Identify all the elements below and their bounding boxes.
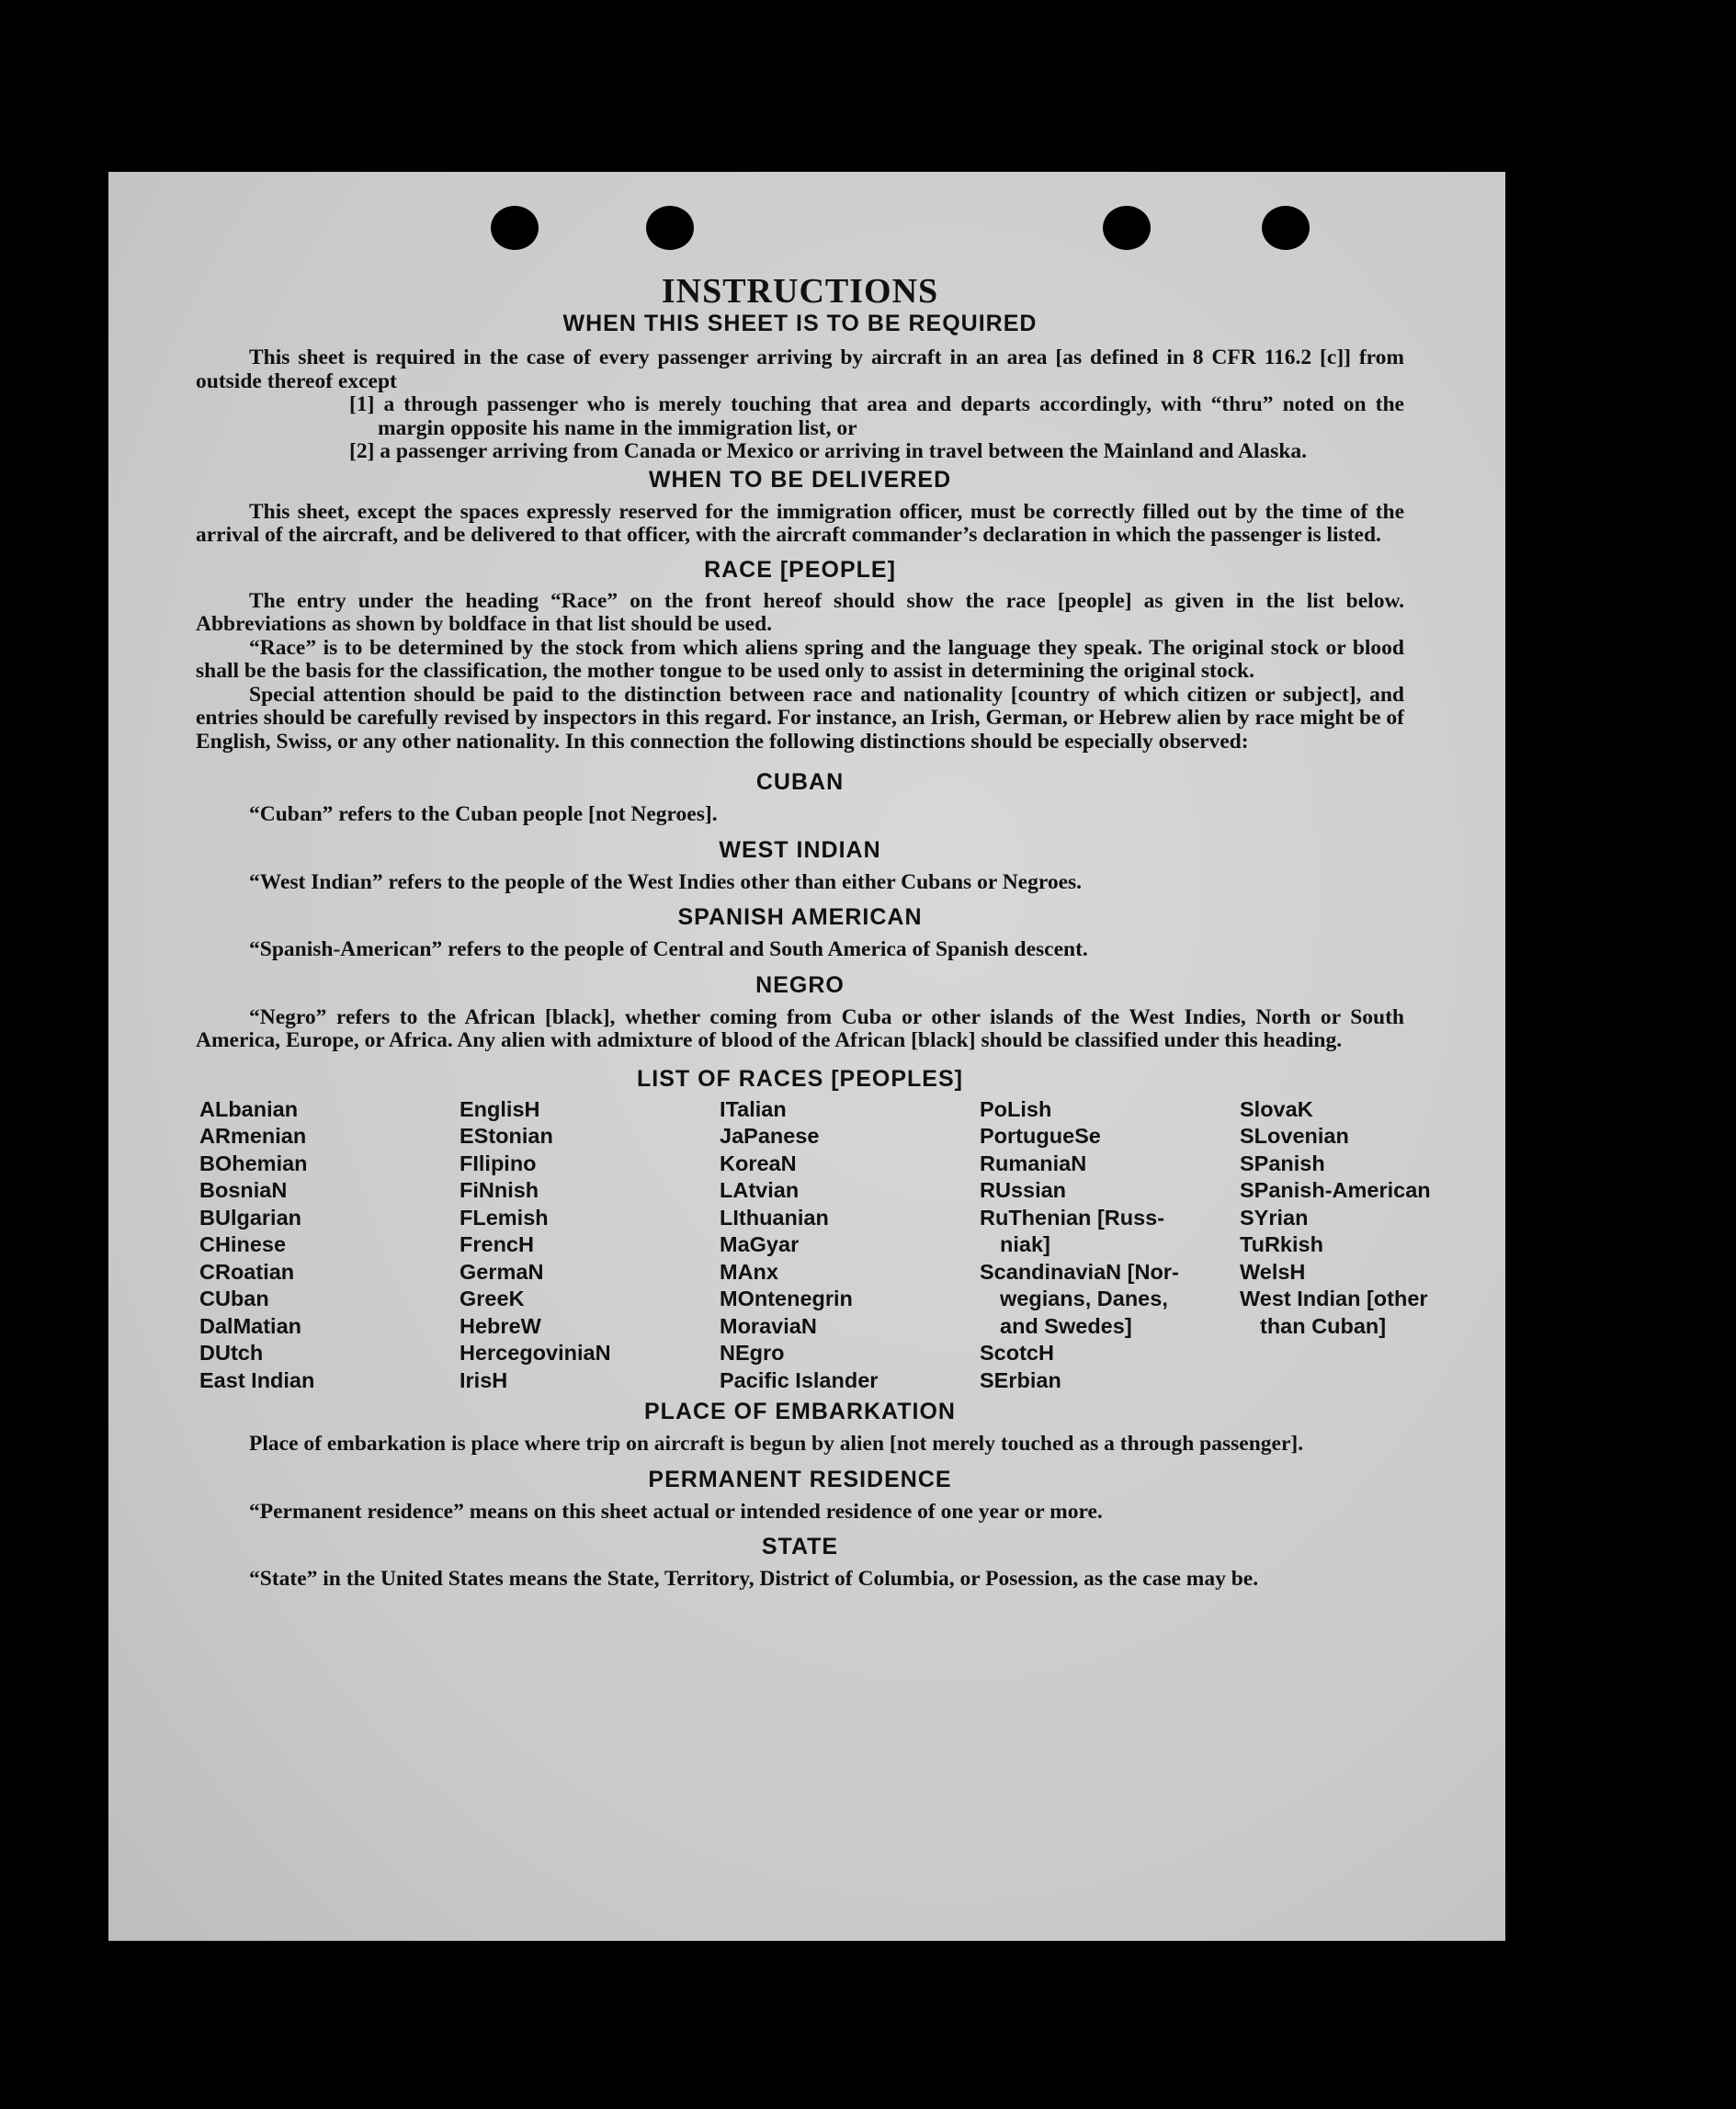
race-column-3 bbox=[720, 1096, 980, 1395]
race-item: TuRkish bbox=[1240, 1232, 1323, 1256]
spanish-american-text: “Spanish-American” refers to the people of Central and South America of Spanish descent. bbox=[249, 937, 1088, 961]
race-list bbox=[196, 1096, 1431, 1395]
heading-when-delivered: WHEN TO BE DELIVERED bbox=[648, 466, 952, 493]
heading-list-of-races: LIST OF RACES [PEOPLES] bbox=[637, 1065, 963, 1092]
race-item: SYrian bbox=[1240, 1205, 1309, 1230]
instruction-sheet bbox=[108, 172, 1505, 1941]
race-item: ScandinaviaN [Nor- bbox=[980, 1259, 1179, 1284]
race-item: RUssian bbox=[980, 1178, 1067, 1202]
heading-when-required: WHEN THIS SHEET IS TO BE REQUIRED bbox=[562, 311, 1038, 336]
race-column-2 bbox=[460, 1096, 720, 1395]
race-paragraph-3: Special attention should be paid to the distinction between race and nationality [country of which citizen or subject], and entries should be carefully revised by inspectors in this regard. For instance, an Irish, German, or Hebrew alien by race might be of English, Swiss, or any other nationality. In this connection the following distinctions should be especially observed: bbox=[196, 682, 1404, 754]
race-item: EStonian bbox=[460, 1124, 553, 1148]
race-item: JaPanese bbox=[720, 1124, 820, 1148]
race-item: SPanish-American bbox=[1240, 1178, 1431, 1202]
race-item: BosniaN bbox=[199, 1178, 288, 1202]
negro-text: “Negro” refers to the African [black], whether coming from Cuba or other islands of the West Indies, North or South America, Europe, or Africa. Any alien with admixture of blood of the African [black] should be classified under this heading. bbox=[196, 1004, 1404, 1052]
race-item: DUtch bbox=[199, 1341, 264, 1365]
race-item: LAtvian bbox=[720, 1178, 800, 1202]
race-column-1 bbox=[199, 1096, 460, 1395]
punch-hole bbox=[1103, 206, 1151, 250]
race-item: FLemish bbox=[460, 1205, 549, 1230]
race-item: GreeK bbox=[460, 1287, 525, 1310]
when-required-item-2: [2] a passenger arriving from Canada or Mexico or arriving in travel between the Mainland and Alaska. bbox=[349, 439, 1308, 463]
race-item: SPanish bbox=[1240, 1151, 1325, 1175]
race-item: PortugueSe bbox=[980, 1124, 1101, 1148]
punch-hole bbox=[491, 206, 539, 250]
race-item: CRoatian bbox=[199, 1259, 295, 1284]
race-paragraph-1: The entry under the heading “Race” on the front hereof should show the race [people] as given in the list below. Abbreviations as shown by boldface in that list should be used. bbox=[196, 588, 1404, 636]
race-item: niak] bbox=[1000, 1232, 1050, 1256]
race-item: HebreW bbox=[460, 1313, 541, 1338]
race-item: HercegoviniaN bbox=[460, 1341, 611, 1365]
race-item: and Swedes] bbox=[1000, 1313, 1132, 1338]
west-indian-text: “West Indian” refers to the people of the West Indies other than either Cubans or Negroes. bbox=[249, 869, 1083, 894]
race-item: LIthuanian bbox=[720, 1205, 829, 1230]
race-item: KoreaN bbox=[720, 1151, 797, 1175]
race-item: wegians, Danes, bbox=[1000, 1287, 1168, 1310]
when-delivered-text: This sheet, except the spaces expressly reserved for the immigration officer, must be correctly filled out by the time of the arrival of the aircraft, and be delivered to that officer, with the aircraft commander’s declaration in which the passenger is listed. bbox=[196, 499, 1404, 547]
state-text: “State” in the United States means the State, Territory, District of Columbia, or Posession, as the case may be. bbox=[249, 1567, 1259, 1591]
race-paragraph-2: “Race” is to be determined by the stock from which aliens spring and the language they speak. The original stock or blood shall be the basis for the classification, the mother tongue to be used only to assist in determining the original stock. bbox=[196, 635, 1404, 683]
heading-race: RACE [PEOPLE] bbox=[704, 556, 896, 583]
heading-permanent-residence: PERMANENT RESIDENCE bbox=[648, 1466, 952, 1492]
residence-text: “Permanent residence” means on this sheet actual or intended residence of one year or more. bbox=[249, 1499, 1103, 1524]
race-item: CHinese bbox=[199, 1232, 287, 1256]
heading-place-of-embarkation: PLACE OF EMBARKATION bbox=[644, 1399, 956, 1424]
race-item: DalMatian bbox=[199, 1313, 301, 1338]
heading-cuban: CUBAN bbox=[755, 769, 845, 795]
race-item: ARmenian bbox=[199, 1124, 307, 1148]
heading-west-indian: WEST INDIAN bbox=[719, 836, 881, 863]
race-item: MoraviaN bbox=[720, 1313, 817, 1338]
race-item: FiNnish bbox=[460, 1178, 539, 1202]
race-item: West Indian [other bbox=[1240, 1287, 1428, 1310]
heading-spanish-american: SPANISH AMERICAN bbox=[677, 904, 923, 930]
race-item: ITalian bbox=[720, 1096, 787, 1121]
race-item: ScotcH bbox=[980, 1341, 1054, 1365]
race-item: Pacific Islander bbox=[720, 1367, 879, 1392]
race-item: BOhemian bbox=[199, 1151, 308, 1175]
race-item: SErbian bbox=[980, 1367, 1061, 1392]
race-item: CUban bbox=[199, 1287, 269, 1310]
race-item: EnglisH bbox=[460, 1096, 540, 1121]
race-item: RumaniaN bbox=[980, 1151, 1087, 1175]
race-item: IrisH bbox=[460, 1367, 508, 1392]
race-item: WelsH bbox=[1240, 1259, 1306, 1284]
when-required-item-1: [1] a through passenger who is merely touching that area and departs accordingly, with “thru” noted on the margin opposite his name in the immigration list, or bbox=[349, 392, 1404, 440]
page-title: INSTRUCTIONS bbox=[661, 272, 939, 311]
race-column-4 bbox=[980, 1096, 1240, 1395]
race-item: PoLish bbox=[980, 1096, 1052, 1121]
race-item: SlovaK bbox=[1240, 1096, 1313, 1121]
race-item: BUlgarian bbox=[199, 1205, 301, 1230]
punch-hole bbox=[646, 206, 694, 250]
race-item: SLovenian bbox=[1240, 1124, 1349, 1148]
race-item: RuThenian [Russ- bbox=[980, 1205, 1165, 1230]
heading-state: STATE bbox=[761, 1534, 839, 1559]
race-item: than Cuban] bbox=[1260, 1313, 1387, 1338]
race-item: ALbanian bbox=[199, 1096, 299, 1121]
when-required-intro: This sheet is required in the case of every passenger arriving by aircraft in an area [as defined in 8 CFR 116.2 [c]] from outside thereof except bbox=[196, 346, 1404, 393]
race-item: GermaN bbox=[460, 1259, 544, 1284]
race-item: NEgro bbox=[720, 1341, 785, 1365]
cuban-text: “Cuban” refers to the Cuban people [not Negroes]. bbox=[249, 802, 718, 826]
embarkation-text: Place of embarkation is place where trip on aircraft is begun by alien [not merely touched as a through passenger]. bbox=[249, 1432, 1304, 1456]
race-item: MAnx bbox=[720, 1259, 778, 1284]
punch-hole bbox=[1262, 206, 1310, 250]
race-item: East Indian bbox=[199, 1367, 315, 1392]
heading-negro: NEGRO bbox=[755, 971, 845, 998]
race-item: MaGyar bbox=[720, 1232, 800, 1256]
race-column-5 bbox=[1240, 1096, 1500, 1395]
race-item: FrencH bbox=[460, 1232, 534, 1256]
race-item: MOntenegrin bbox=[720, 1287, 853, 1310]
race-item: FIlipino bbox=[460, 1151, 537, 1175]
